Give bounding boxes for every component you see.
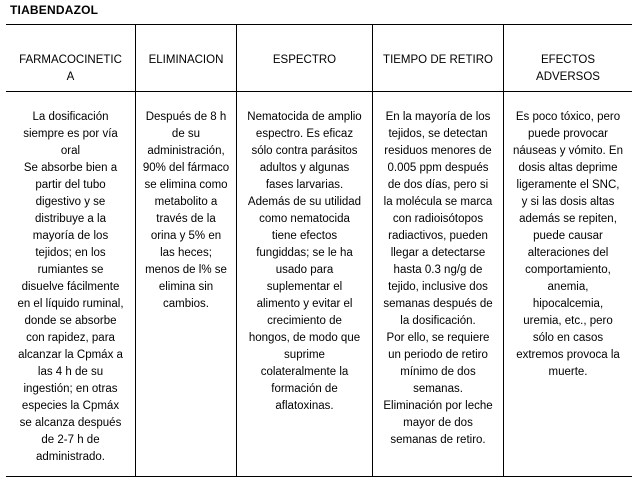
table-bottom-rule [6, 476, 632, 477]
table-top-rule [6, 24, 632, 25]
header-espectro: ESPECTRO [272, 54, 337, 66]
header-farmacocinetica: FARMACOCINETIC A [19, 54, 122, 83]
header-rule [6, 91, 632, 92]
cell-farmacocinetica: La dosificación siempre es por vía oral Se absorbe bien a partir del tubo digestivo y se distribuye a la mayoría de los tejidos; en los rumiantes se disuelve fácilmente en el líquido ruminal, donde se absorbe con rapidez, para alcanzar la Cpmáx a las 4 h de su ingestión; en otras especies la Cpmáx se alcanza después de 2-7 h de administrado. [17, 111, 124, 463]
header-efectos-adversos: EFECTOS ADVERSOS [536, 54, 600, 83]
document-title: TIABENDAZOL [10, 3, 99, 17]
cell-tiempo-retiro: En la mayoría de los tejidos, se detectan residuos menores de 0.005 ppm después de dos días, pero si la molécula se marca con radioisótopos radiactivos, pueden llegar a detectarse hasta 0.3 ng/g de tejido, inclusive dos semanas después de la dosificación. Por ello, se requiere un periodo de retiro mínimo de dos semanas. Eliminación por leche mayor de dos semanas de retiro. [383, 111, 493, 446]
cell-efectos-adversos: Es poco tóxico, pero puede provocar náuseas y vómito. En dosis altas deprime ligeramente el SNC, y si las dosis altas además se repiten, puede causar alteraciones del comportamiento, anemia, hipocalcemia, uremia, etc., pero sólo en casos extremos provoca la muerte. [513, 111, 623, 378]
header-eliminacion: ELIMINACION [148, 54, 224, 66]
header-tiempo-retiro: TIEMPO DE RETIRO [383, 54, 493, 66]
cell-espectro: Nematocida de amplio espectro. Es eficaz sólo contra parásitos adultos y algunas fases larvarias. Además de su utilidad como nematocida tiene efectos fungiddas; se le ha usado para suplementar el alimento y evitar el crecimiento de hongos, de modo que suprime colateralmente la formación de aflatoxinas. [247, 111, 362, 412]
cell-eliminacion: Después de 8 h de su administración, 90% del fármaco se elimina como metabolito a través de la orina y 5% en las heces; menos de l% se elimina sin cambios. [142, 111, 230, 310]
